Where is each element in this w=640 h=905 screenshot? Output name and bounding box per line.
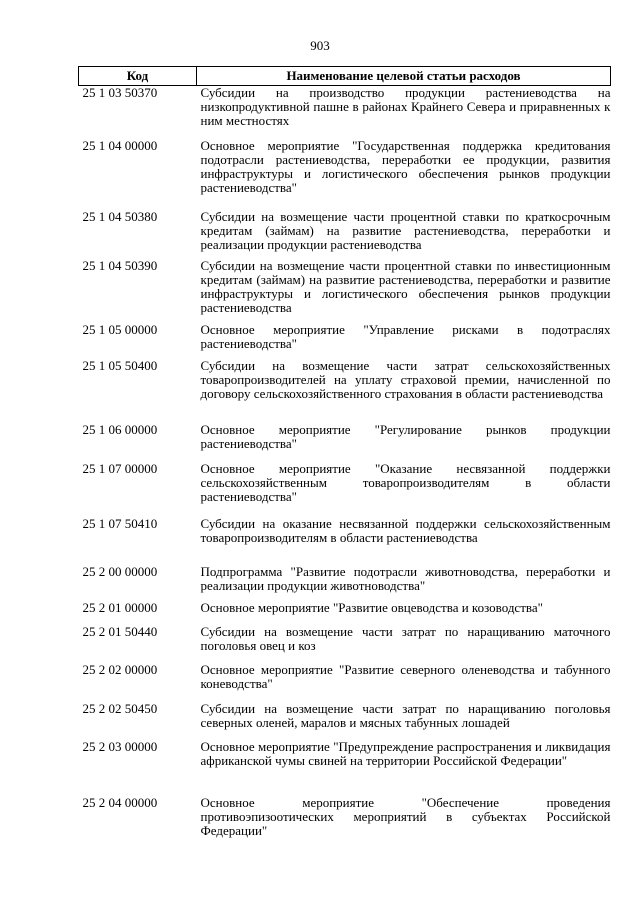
table-row: [79, 517, 611, 565]
budget-classification-table: [78, 66, 611, 842]
row-name: Основное мероприятие "Развитие северного оленеводства и табунного коневодства": [200, 661, 611, 691]
row-code: 25 1 04 00000: [82, 137, 158, 153]
table-row: [79, 423, 611, 462]
row-name: Основное мероприятие "Государственная поддержка кредитования подотрасли растениеводства, переработки ее продукции, развития инфраструктуры и логистического обеспечения рынков продукции растениеводства": [200, 137, 611, 195]
table-row: [79, 663, 611, 702]
table-row: [79, 139, 611, 210]
table-row: [79, 601, 611, 625]
row-name: Субсидии на возмещение части процентной ставки по краткосрочным кредитам (займам) на развитие растениеводства, переработки и реализации продукции растениеводства: [200, 208, 611, 252]
row-name: Субсидии на возмещение части процентной ставки по инвестиционным кредитам (займам) на развитие растениеводства, переработки и развитие инфраструктуры и логистического обеспечения рынков продукции растениеводства: [200, 257, 611, 315]
row-code: 25 2 04 00000: [82, 794, 158, 810]
row-code: 25 1 05 50400: [82, 357, 158, 373]
table-row: [79, 86, 611, 139]
row-code: 25 1 07 50410: [82, 515, 158, 531]
table-row: [79, 210, 611, 259]
row-code: 25 2 00 00000: [82, 563, 158, 579]
code-column-header: Код: [79, 67, 197, 86]
row-code: 25 2 01 00000: [82, 599, 158, 615]
table-row: [79, 462, 611, 517]
table-row: [79, 359, 611, 423]
row-name: Субсидии на производство продукции растениеводства на низкопродуктивной пашне в районах Крайнего Севера и приравненных к ним местностях: [200, 85, 611, 128]
table-row: [79, 565, 611, 601]
row-code: 25 2 02 00000: [82, 661, 158, 677]
row-name: Основное мероприятие "Предупреждение распространения и ликвидация африканской чумы свиней на территории Российской Федерации": [200, 738, 611, 768]
table-row: [79, 796, 611, 842]
table-row: [79, 625, 611, 663]
row-code: 25 1 03 50370: [82, 85, 158, 100]
row-code: 25 1 04 50390: [82, 257, 158, 273]
row-code: 25 1 05 00000: [82, 321, 158, 337]
row-code: 25 1 07 00000: [82, 460, 158, 476]
row-name: Основное мероприятие "Развитие овцеводства и козоводства": [200, 599, 543, 615]
row-name: Основное мероприятие "Оказание несвязанной поддержки сельскохозяйственным товаропроизводителям в области растениеводства": [200, 460, 611, 504]
row-name: Основное мероприятие "Регулирование рынков продукции растениеводства": [200, 421, 611, 451]
row-name: Субсидии на возмещение части затрат по наращиванию поголовья северных оленей, маралов и мясных табунных лошадей: [200, 700, 611, 730]
name-column-header: Наименование целевой статьи расходов: [197, 67, 611, 86]
row-code: 25 1 04 50380: [82, 208, 158, 224]
page-number: 903: [310, 38, 330, 53]
table-row: [79, 702, 611, 740]
row-code: 25 2 02 50450: [82, 700, 158, 716]
table-header-row: [79, 67, 611, 86]
row-name: Субсидии на возмещение части затрат по наращиванию маточного поголовья овец и коз: [200, 623, 611, 653]
table-row: [79, 323, 611, 359]
row-name: Основное мероприятие "Обеспечение проведения противоэпизоотических мероприятий в субъектах Российской Федерации": [200, 794, 611, 838]
table-row: [79, 740, 611, 796]
row-code: 25 2 01 50440: [82, 623, 158, 639]
row-name: Основное мероприятие "Управление рисками в подотраслях растениеводства": [200, 321, 611, 351]
row-code: 25 1 06 00000: [82, 421, 158, 437]
table-row: [79, 259, 611, 323]
row-code: 25 2 03 00000: [82, 738, 158, 754]
row-name: Субсидии на возмещение части затрат сельскохозяйственных товаропроизводителей на уплату страховой премии, начисленной по договору сельскохозяйственного страхования в области растениеводства: [200, 357, 611, 401]
row-name: Субсидии на оказание несвязанной поддержки сельскохозяйственным товаропроизводителям в области растениеводства: [200, 515, 611, 545]
row-name: Подпрограмма "Развитие подотрасли животноводства, переработки и реализации продукции животноводства": [200, 563, 611, 593]
